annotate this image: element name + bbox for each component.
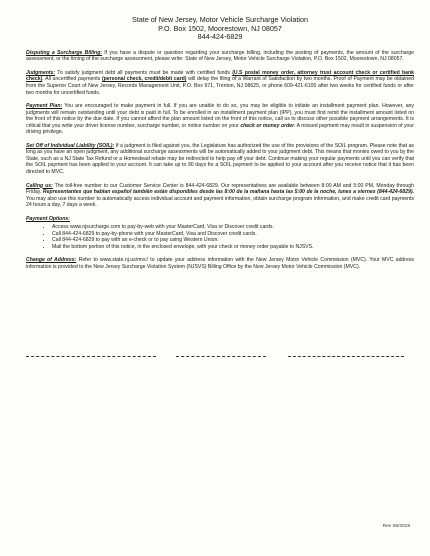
notice-page xyxy=(26,16,414,278)
disputing-label: Disputing a Surcharge Billing: xyxy=(26,49,103,56)
tear-line-right xyxy=(288,356,404,357)
tear-line-left xyxy=(26,356,156,357)
judgments-certified-funds: (U.S postal money order, attorney trust account check or certified bank check) xyxy=(26,69,414,83)
set-off-section xyxy=(26,143,414,176)
judgments-section xyxy=(26,70,414,96)
payment-plan-text-2: . A missed payment may result in suspension of your driving privilege. xyxy=(26,122,414,136)
tear-line-middle xyxy=(176,356,266,357)
change-address-section xyxy=(26,257,414,270)
payment-options-section xyxy=(26,216,414,223)
calling-text-2: You may also use this number to automatically access individual account and payment information, obtain surcharge program information, and make credit card payments 24 hours a day, 7 days a week. xyxy=(26,195,414,209)
judgments-uncertified: (personal check, credit/debit card) xyxy=(101,76,187,83)
header-agency: State of New Jersey, Motor Vehicle Surcharge Violation xyxy=(132,15,308,24)
calling-spanish-note: Representantes que hablan español también están disponibles desde las 8:00 de la mañana hasta las 5:00 de la noche, lunes a viernes (844-424-6829). xyxy=(42,189,415,196)
calling-text-1: The toll-free number to our Customer Service Center is 844-424-6829. Our representatives are available between 8:00 AM and 5:00 PM, Monday through Friday. xyxy=(26,182,414,196)
calling-section xyxy=(26,183,414,209)
set-off-label: Set Off of Individual Liability (SOIL): xyxy=(26,142,115,149)
disputing-section xyxy=(26,50,414,63)
disputing-text: If you have a dispute or question regarding your surcharge billing, including the posting of payments, the amount of the surcharge assessment, or the timing of the surcharge assessment, please write: State of New Jersey, Motor Vehicle Surcharge Violation, P.O. Box 1502, Moorestown, NJ 08057. xyxy=(26,49,414,63)
judgments-text-3: will delay the filing of a Warrant of Satisfaction by two months. Proof of Payment may be obtained from the Superior Court of New Jersey, Records Management Unit, P.O. Box 971, Trenton, NJ 08625, or phone 609-421-6100 after two weeks for certified funds or after two months for uncertified funds. xyxy=(26,76,414,96)
payment-options-label: Payment Options: xyxy=(26,215,70,222)
payment-plan-check-note: check or money order xyxy=(240,122,295,129)
payment-option-mail: • Mail the bottom portion of this notice, in the enclosed envelope, with your check or money order payable to NJSVS. xyxy=(52,244,414,251)
set-off-text: If a judgment is filed against you, the Legislature has authorized the use of the provisions of the SOIL program. Please note that as long as you have an open judgment, any additional surcharge assessments will be automatically added to your judgment debt. This means that monies owed to you by the State, such as a NJ State Tax Refund or a Homestead rebate may be redirected to help pay off your debt. Continue making your regular payments until you can verify that the SOIL payment has been applied to your account. It can take up to 90 days for a SOIL payment to be applied to your account after you receive notice that it has been directed to MVC. xyxy=(26,142,414,175)
header-address: P.O. Box 1502, Moorestown, NJ 08057 xyxy=(158,23,282,33)
revision-label: Rev 06/2019 xyxy=(382,524,410,529)
notice-header xyxy=(26,16,414,42)
payment-options-list xyxy=(26,224,414,250)
payment-plan-text-1: You are encouraged to make payment in full. If you are unable to do so, you may be eligible to initiate an installment payment plan. However, any judgments will remain outstanding until your debt is paid in full. To be enrolled in an installment payment plan (IPP), you must first remit the installment amount listed on the front of this notice by the due date. If you cannot afford the plan amount listed on the front of this notice, call us to discuss other possible payment arrangements. It is critical that you write your driver license number, surcharge number, or notice number on your xyxy=(26,103,414,129)
payment-option-phone: • Call 844-424-6829 to pay-by-phone with your MasterCard, Visa and Discover credit cards. xyxy=(52,231,414,238)
change-address-text: Refer to www.state.nj.us/mvc/ to update your address information with the New Jersey Motor Vehicle Commission (MVC). Your MVC address information is provided to the New Jersey Surcharge Violation System (NJSVS) Billing Office by the New Jersey Motor Vehicle Commission (MVC). xyxy=(26,257,415,270)
judgments-text-2: . All uncertified payments xyxy=(42,76,102,83)
judgments-text-1: To satisfy judgment debt all payments must be made with certified funds xyxy=(55,69,233,76)
judgments-label: Judgments: xyxy=(26,69,56,76)
change-address-label: Change of Address: xyxy=(26,257,77,264)
payment-option-web: • Access www.njsurcharge.com to pay-by-web with your MasterCard, Visa or Discover credit cards. xyxy=(52,224,414,231)
payment-plan-label: Payment Plan: xyxy=(26,103,63,110)
calling-label: Calling us: xyxy=(26,182,53,189)
header-phone: 844-424-6829 xyxy=(197,32,243,42)
payment-plan-section xyxy=(26,103,414,136)
payment-option-echeck: • Call 844-424-6829 to pay with an e-check or to pay using Western Union. xyxy=(52,237,414,244)
